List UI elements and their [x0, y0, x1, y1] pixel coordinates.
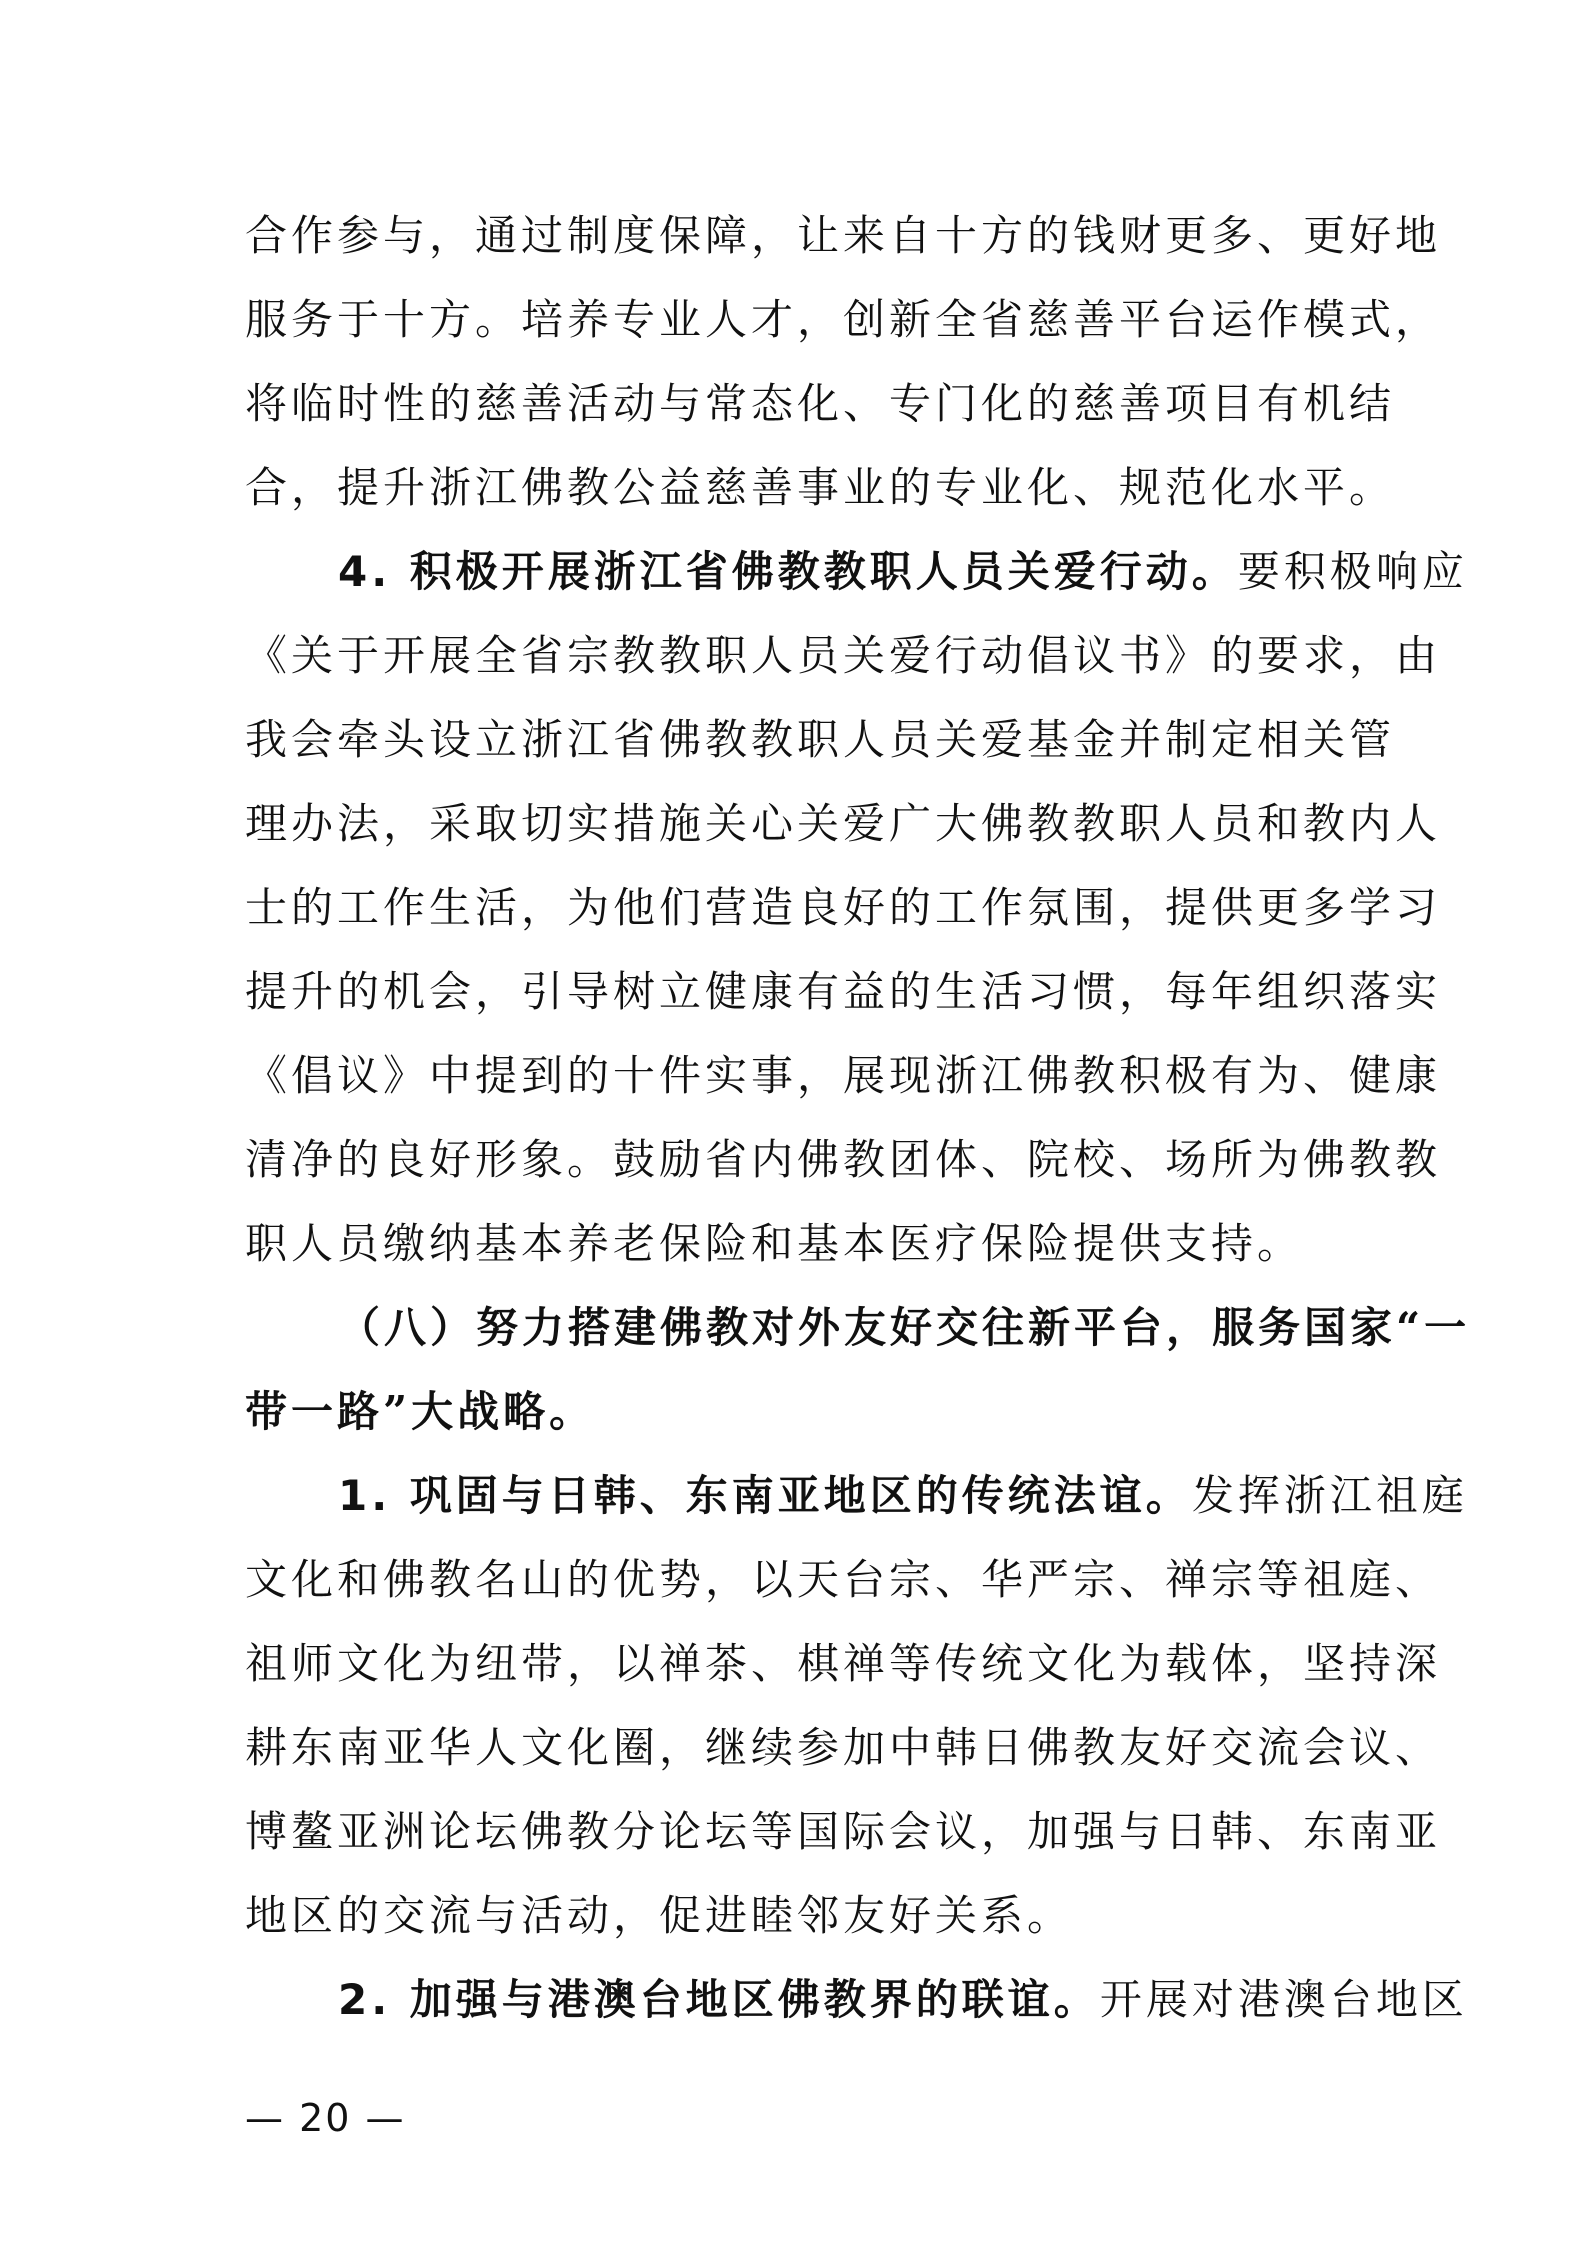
- paragraph-line: 我会牵头设立浙江省佛教教职人员关爱基金并制定相关管: [245, 715, 1396, 764]
- paragraph-line: 耕东南亚华人文化圈，继续参加中韩日佛教友好交流会议、: [245, 1723, 1442, 1772]
- paragraph-line: 地区的交流与活动，促进睦邻友好关系。: [245, 1891, 1074, 1940]
- paragraph-line: 职人员缴纳基本养老保险和基本医疗保险提供支持。: [245, 1219, 1304, 1268]
- item-1-heading-line: [338, 1466, 1468, 1526]
- section-8-heading-line-2: 带一路”大战略。: [245, 1387, 596, 1436]
- paragraph-line: 祖师文化为纽带，以禅茶、棋禅等传统文化为载体，坚持深: [245, 1639, 1442, 1688]
- paragraph-line: 士的工作生活，为他们营造良好的工作氛围，提供更多学习: [245, 883, 1442, 932]
- item-1-heading: 1. 巩固与日韩、东南亚地区的传统法谊。: [338, 1471, 1192, 1520]
- section-8-heading-line-1: （八）努力搭建佛教对外友好交往新平台，服务国家“一: [338, 1303, 1471, 1352]
- paragraph-line: 清净的良好形象。鼓励省内佛教团体、院校、场所为佛教教: [245, 1135, 1442, 1184]
- paragraph-line: 博鳌亚洲论坛佛教分论坛等国际会议，加强与日韩、东南亚: [245, 1807, 1442, 1856]
- item-2-heading: 2. 加强与港澳台地区佛教界的联谊。: [338, 1975, 1100, 2024]
- paragraph-line: 合，提升浙江佛教公益慈善事业的专业化、规范化水平。: [245, 463, 1396, 512]
- paragraph-line: 《关于开展全省宗教教职人员关爱行动倡议书》的要求，由: [245, 631, 1442, 680]
- section-4-heading-tail: 要积极响应: [1237, 547, 1468, 596]
- section-4-heading-line: [338, 542, 1468, 602]
- item-2-heading-tail: 开展对港澳台地区: [1099, 1975, 1468, 2024]
- page-number: — 20 —: [245, 2096, 406, 2140]
- paragraph-line: 文化和佛教名山的优势，以天台宗、华严宗、禅宗等祖庭、: [245, 1555, 1442, 1604]
- paragraph-line: 《倡议》中提到的十件实事，展现浙江佛教积极有为、健康: [245, 1051, 1442, 1100]
- item-1-heading-tail: 发挥浙江祖庭: [1191, 1471, 1468, 1520]
- paragraph-line: 将临时性的慈善活动与常态化、专门化的慈善项目有机结: [245, 379, 1396, 428]
- paragraph-line: 服务于十方。培养专业人才，创新全省慈善平台运作模式，: [245, 295, 1442, 344]
- section-4-heading: 4. 积极开展浙江省佛教教职人员关爱行动。: [338, 547, 1238, 596]
- paragraph-line: 理办法，采取切实措施关心关爱广大佛教教职人员和教内人: [245, 799, 1442, 848]
- paragraph-line: 提升的机会，引导树立健康有益的生活习惯，每年组织落实: [245, 967, 1442, 1016]
- paragraph-line: 合作参与，通过制度保障，让来自十方的钱财更多、更好地: [245, 211, 1442, 260]
- item-2-heading-line: [338, 1970, 1468, 2030]
